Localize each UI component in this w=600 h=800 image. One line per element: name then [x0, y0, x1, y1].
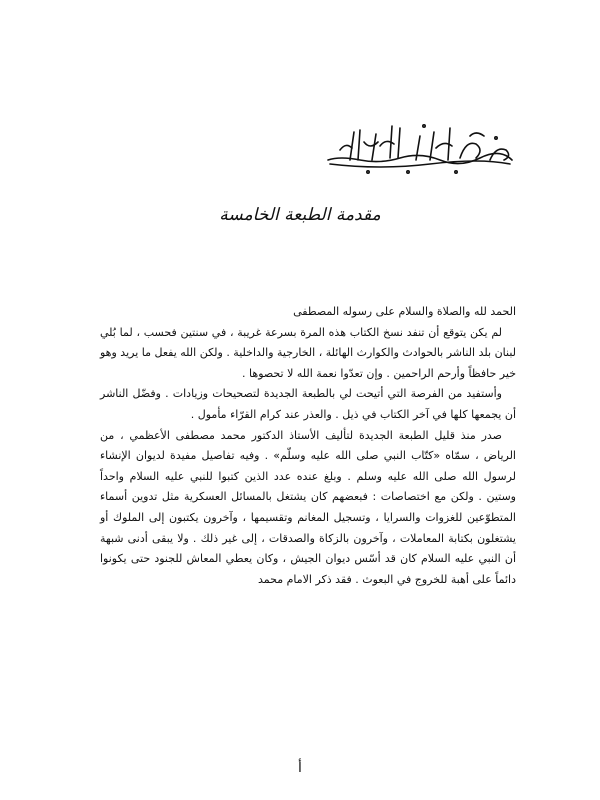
- paragraph: لم يكن يتوقع أن تنفد نسخ الكتاب هذه المرة بسرعة غريبة ، في سنتين فحسب ، لما بُلي لبنان بلد الناشر بالحوادث والكوارث الهائلة ، الخارجية والداخلية . ولكن الله يفعل ما يريد وهو خير حافظاً وأرحم الراحمين . وإن تعدّوا نعمة الله لا تحصوها .: [100, 325, 516, 380]
- page-number: أ: [298, 760, 302, 776]
- document-body: [100, 302, 516, 590]
- paragraph: صدر منذ قليل الطبعة الجديدة لتأليف الأستاذ الدكتور محمد مصطفى الأعظمي ، من الرياض ، سمّاه «كتّاب النبي صلى الله عليه وسلّم» . وفيه تفاصيل مفيدة لديوان الإنشاء لرسول الله صلى الله عليه وسلم . وبلغ عنده عدد الذين كتبوا للنبي عليه السلام واحداً وستين . ولكن مع اختصاصات : فبعضهم كان يشتغل بالمسائل العسكرية مثل تدوين أسماء المتطوّعين للغزوات والسرايا ، وتسجيل المغانم وتقسيمها ، وآخرون يكتبون إلى الملوك أو يشتغلون بكتابة المعاملات ، وآخرون بالزكاة والصدقات ، إلى غير ذلك . ولا يبقى أدنى شبهة أن النبي عليه السلام كان قد أسّس ديوان الجيش ، وكان يعطي المعاش للجنود حتى يكونوا دائماً على أهبة للخروج في البعوث . فقد ذكر الامام محمد: [100, 428, 516, 586]
- basmala-calligraphy: [320, 120, 520, 180]
- calligraphy-basmala-icon: [320, 120, 520, 180]
- section-heading: مقدمة الطبعة الخامسة: [219, 205, 381, 225]
- paragraph: وأستفيد من الفرصة التي أتيحت لي بالطبعة الجديدة لتصحيحات وزيادات . وفضّل الناشر أن يجمعها كلها في آخر الكتاب في ذيل . والعذر عند كرام القرّاء مأمول .: [100, 387, 516, 421]
- paragraph-opening: الحمد لله والصلاة والسلام على رسوله المصطفى: [293, 305, 516, 318]
